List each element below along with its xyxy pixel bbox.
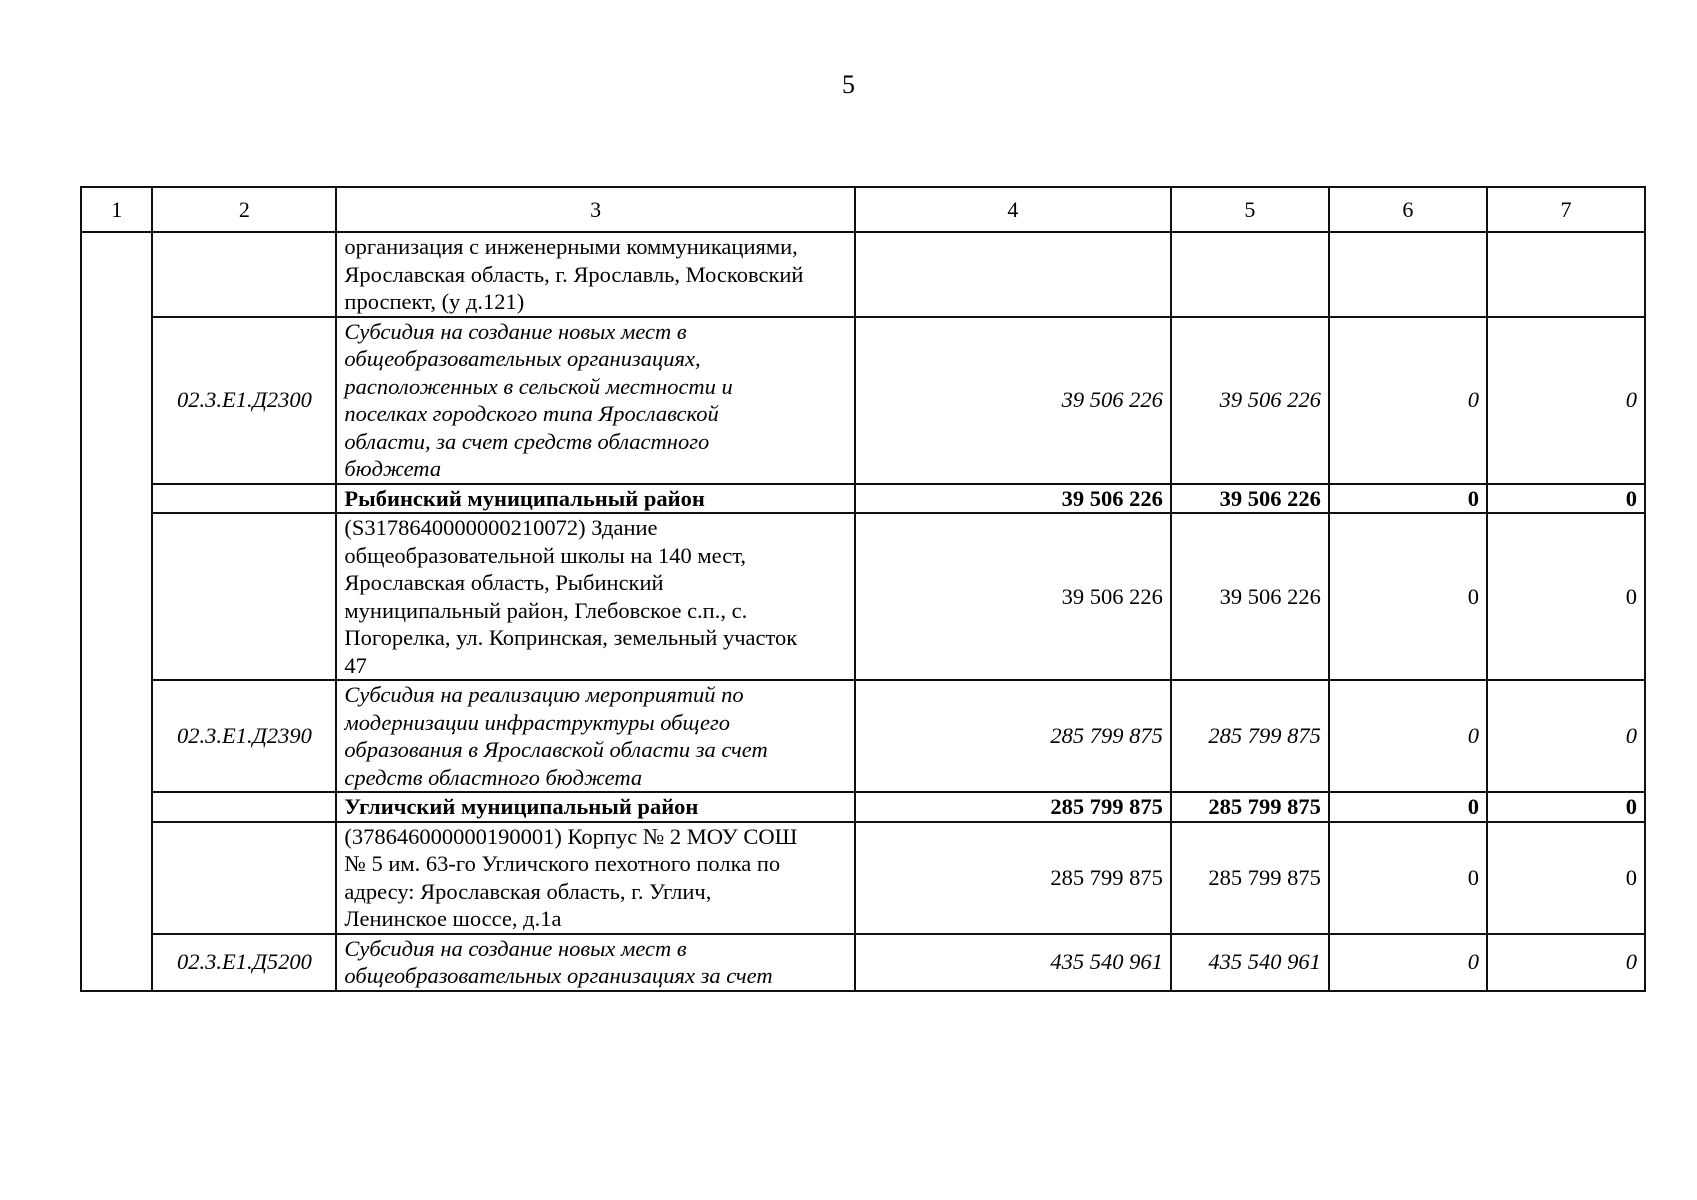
description-line: Субсидия на создание новых мест в [344,318,687,344]
amount-cell-7: 0 [1487,934,1645,991]
description-line: Ленинское шоссе, д.1а [344,906,562,931]
description-line: общеобразовательных организациях, [344,346,701,371]
amount-cell-7: 0 [1487,680,1645,792]
code-cell: 02.3.E1.Д2300 [152,317,336,484]
header-cell-7: 7 [1487,187,1645,232]
description-line: № 5 им. 63-го Угличского пехотного полка по [344,851,781,876]
amount-cell-7: 0 [1487,513,1645,680]
header-cell-6: 6 [1329,187,1487,232]
code-cell: 02.3.E1.Д5200 [152,934,336,991]
description-line: поселках городского типа Ярославской [344,401,719,426]
amount-cell-4: 435 540 961 [855,934,1171,991]
amount-cell-4: 39 506 226 [855,513,1171,680]
description-line: расположенных в сельской местности и [344,373,733,399]
description-cell [336,680,854,792]
description-line: 47 [344,652,367,678]
amount-cell-6: 0 [1329,484,1487,514]
amount-cell-5: 435 540 961 [1171,934,1329,991]
description-line: области, за счет средств областного [344,428,710,454]
table-row [81,934,1645,991]
amount-cell-7 [1487,232,1645,317]
amount-cell-5: 285 799 875 [1171,792,1329,822]
table-row [81,513,1645,680]
amount-cell-5: 39 506 226 [1171,513,1329,680]
amount-cell-6: 0 [1329,680,1487,792]
description-cell [336,232,854,317]
header-cell-1: 1 [81,187,152,232]
header-cell-2: 2 [152,187,336,232]
description-cell [336,317,854,484]
amount-cell-5 [1171,232,1329,317]
description-line: бюджета [344,456,442,481]
amount-cell-7: 0 [1487,484,1645,514]
table-row [81,232,1645,317]
description-line: средств областного бюджета [344,764,643,790]
description-line: Ярославская область, г. Ярославль, Московский [344,261,804,287]
amount-cell-7: 0 [1487,822,1645,934]
description-line: (378646000000190001) Корпус № 2 МОУ СОШ [344,823,798,849]
header-cell-5: 5 [1171,187,1329,232]
amount-cell-5: 285 799 875 [1171,680,1329,792]
amount-cell-6: 0 [1329,822,1487,934]
amount-cell-5: 39 506 226 [1171,317,1329,484]
description-cell [336,792,854,822]
code-cell: 02.3.E1.Д2390 [152,680,336,792]
description-cell [336,484,854,514]
description-line: организация с инженерными коммуникациями, [344,234,798,259]
header-cell-4: 4 [855,187,1171,232]
code-cell [152,792,336,822]
code-cell [152,484,336,514]
code-cell [152,513,336,680]
description-line: адресу: Ярославская область, г. Углич, [344,878,712,904]
description-cell [336,513,854,680]
description-line: общеобразовательных организациях за счет [344,963,773,988]
description-line: Субсидия на создание новых мест в [344,935,687,961]
amount-cell-4 [855,232,1171,317]
table-row [81,822,1645,934]
amount-cell-6 [1329,232,1487,317]
amount-cell-4: 285 799 875 [855,822,1171,934]
description-cell [336,934,854,991]
column-1-cell [81,232,152,991]
amount-cell-5: 39 506 226 [1171,484,1329,514]
amount-cell-4: 39 506 226 [855,317,1171,484]
amount-cell-4: 285 799 875 [855,792,1171,822]
description-line: Субсидия на реализацию мероприятий по [344,682,744,707]
description-line: Ярославская область, Рыбинский [344,570,664,595]
description-line: муниципальный район, Глебовское с.п., с. [344,597,748,623]
budget-table [80,186,1646,992]
amount-cell-6: 0 [1329,792,1487,822]
amount-cell-7: 0 [1487,792,1645,822]
code-cell [152,232,336,317]
description-line: модернизации инфраструктуры общего [344,709,731,735]
table-row [81,792,1645,822]
amount-cell-6: 0 [1329,317,1487,484]
table-row [81,317,1645,484]
table-row [81,484,1645,514]
amount-cell-6: 0 [1329,513,1487,680]
description-line: образования в Ярославской области за счет [344,737,768,762]
amount-cell-4: 285 799 875 [855,680,1171,792]
amount-cell-7: 0 [1487,317,1645,484]
table-row [81,680,1645,792]
description-line: Угличский муниципальный район [344,794,699,819]
description-line: (S3178640000000210072) Здание [344,515,658,540]
header-cell-3: 3 [336,187,854,232]
description-line: проспект, (у д.121) [344,289,525,314]
description-line: Рыбинский муниципальный район [344,485,705,511]
amount-cell-6: 0 [1329,934,1487,991]
description-line: общеобразовательной школы на 140 мест, [344,542,746,568]
description-line: Погорелка, ул. Копринская, земельный участок [344,625,798,650]
amount-cell-5: 285 799 875 [1171,822,1329,934]
code-cell [152,822,336,934]
page-number: 5 [842,70,855,99]
amount-cell-4: 39 506 226 [855,484,1171,514]
table-header-row [81,187,1645,232]
description-cell [336,822,854,934]
